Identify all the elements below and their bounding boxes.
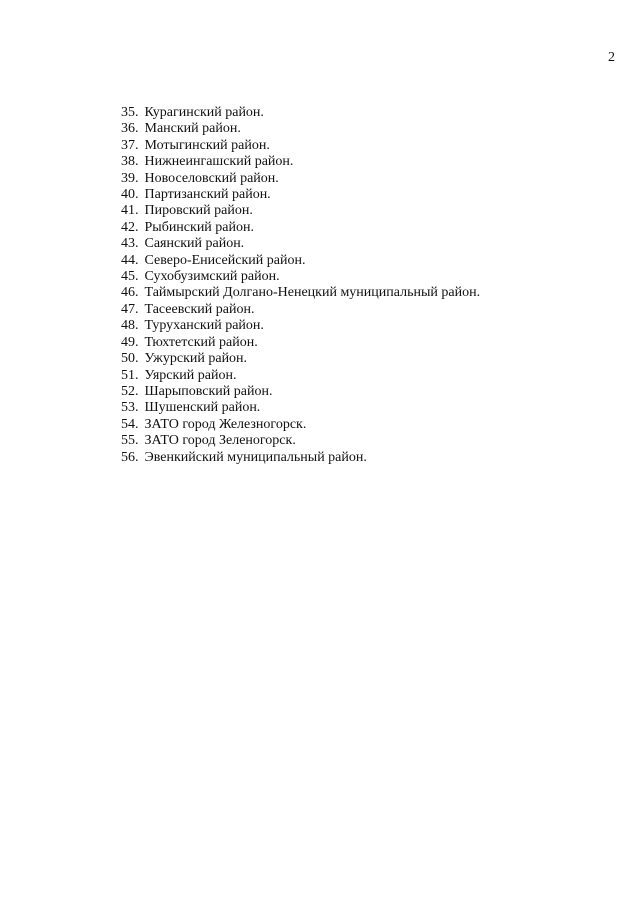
list-item bbox=[121, 220, 480, 236]
list-item bbox=[121, 253, 480, 269]
item-text: Мотыгинский район. bbox=[144, 137, 270, 153]
item-text: Шушенский район. bbox=[144, 400, 261, 416]
list-item bbox=[121, 171, 480, 187]
item-number: 46. bbox=[121, 285, 139, 301]
item-text: Новоселовский район. bbox=[144, 170, 279, 186]
list-item bbox=[121, 236, 480, 252]
item-text: Саянский район. bbox=[144, 236, 245, 252]
item-number: 54. bbox=[121, 416, 139, 432]
item-number: 35. bbox=[121, 105, 139, 120]
item-number: 42. bbox=[121, 219, 139, 235]
list-item bbox=[121, 121, 480, 137]
item-number: 53. bbox=[121, 400, 139, 416]
item-text: Северо-Енисейский район. bbox=[144, 252, 306, 268]
item-number: 37. bbox=[121, 137, 139, 153]
item-text: Ужурский район. bbox=[144, 351, 248, 367]
item-text: Пировский район. bbox=[144, 203, 253, 219]
item-text: Эвенкийский муниципальный район. bbox=[144, 449, 367, 465]
list-item bbox=[121, 384, 480, 400]
list-item bbox=[121, 318, 480, 334]
item-text: Манский район. bbox=[144, 121, 241, 137]
list-item bbox=[121, 285, 480, 301]
item-text: Нижнеингашский район. bbox=[144, 154, 294, 170]
item-text: Шарыповский район. bbox=[144, 383, 273, 399]
list-item bbox=[121, 450, 480, 466]
item-number: 48. bbox=[121, 318, 139, 334]
item-text: Рыбинский район. bbox=[144, 219, 254, 235]
item-text: Курагинский район. bbox=[144, 105, 264, 120]
page-number: 2 bbox=[608, 50, 615, 65]
list-item bbox=[121, 351, 480, 367]
list-item bbox=[121, 417, 480, 433]
item-number: 56. bbox=[121, 449, 139, 465]
item-text: Тасеевский район. bbox=[144, 301, 255, 317]
item-number: 45. bbox=[121, 269, 139, 285]
item-number: 49. bbox=[121, 334, 139, 350]
item-number: 50. bbox=[121, 351, 139, 367]
list-item bbox=[121, 368, 480, 384]
item-number: 47. bbox=[121, 301, 139, 317]
item-number: 38. bbox=[121, 154, 139, 170]
item-text: ЗАТО город Железногорск. bbox=[144, 416, 307, 432]
list-item bbox=[121, 187, 480, 203]
item-text: Сухобузимский район. bbox=[144, 269, 280, 285]
item-number: 44. bbox=[121, 252, 139, 268]
list-item bbox=[121, 154, 480, 170]
item-number: 36. bbox=[121, 121, 139, 137]
list-item bbox=[121, 400, 480, 416]
item-number: 40. bbox=[121, 187, 139, 203]
item-text: Партизанский район. bbox=[144, 187, 271, 203]
list-item bbox=[121, 433, 480, 449]
item-number: 55. bbox=[121, 433, 139, 449]
item-number: 43. bbox=[121, 236, 139, 252]
item-text: Уярский район. bbox=[144, 367, 237, 383]
item-number: 39. bbox=[121, 170, 139, 186]
item-text: ЗАТО город Зеленогорск. bbox=[144, 433, 296, 449]
item-number: 51. bbox=[121, 367, 139, 383]
item-number: 52. bbox=[121, 383, 139, 399]
list-item bbox=[121, 138, 480, 154]
item-text: Туруханский район. bbox=[144, 318, 264, 334]
district-list bbox=[121, 105, 480, 466]
list-item bbox=[121, 105, 480, 121]
list-item bbox=[121, 335, 480, 351]
item-number: 41. bbox=[121, 203, 139, 219]
list-item bbox=[121, 269, 480, 285]
list-item bbox=[121, 302, 480, 318]
item-text: Тюхтетский район. bbox=[144, 334, 258, 350]
item-text: Таймырский Долгано-Ненецкий муниципальный район. bbox=[144, 285, 481, 301]
list-item bbox=[121, 203, 480, 219]
